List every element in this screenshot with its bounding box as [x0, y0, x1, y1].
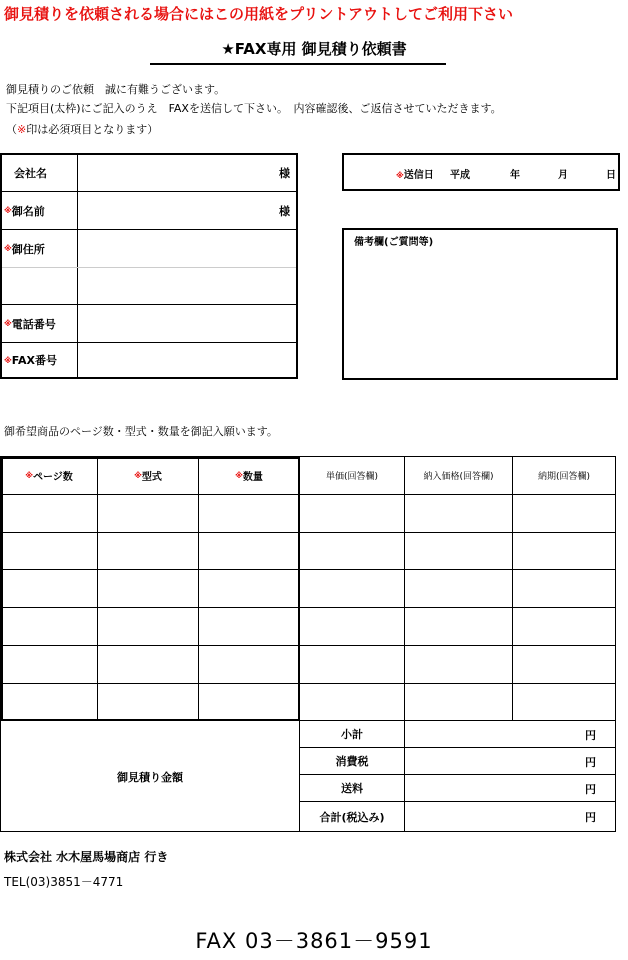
intro-line-2: 下記項目(太枠)にご記入のうえ FAXを送信して下さい。 内容確認後、ご返信させていただきます。 [6, 102, 502, 115]
shipping-label: 送料 [341, 782, 363, 795]
total-taxin-label: 合計(税込み) [319, 811, 385, 824]
send-year: 年 [510, 170, 520, 181]
fax-label: ※ FAX番号 [2, 343, 78, 377]
recipient-fax: FAX 03－3861－9591 [195, 929, 433, 953]
address-label: ※ 御住所 [2, 230, 78, 267]
total-taxin-unit: 円 [585, 811, 596, 824]
header-quantity: ※ 数量 [235, 471, 263, 483]
address-label-blank [2, 268, 78, 304]
intro-line-1: 御見積りのご依頼 誠に有難うございます。 [6, 83, 226, 96]
name-label: ※ 御名前 [2, 192, 78, 229]
header-unit-price: 単価(回答欄) [325, 472, 379, 482]
quote-total-label: 御見積り金額 [117, 770, 183, 784]
notes-box[interactable] [342, 228, 618, 380]
customer-info-box [0, 153, 298, 379]
header-delivery-date: 納期(回答欄) [537, 472, 591, 482]
required-input-area [1, 457, 300, 721]
order-table [0, 456, 616, 832]
send-date-box[interactable] [342, 153, 620, 191]
recipient-company: 株式会社 水木屋馬場商店 行き [4, 850, 169, 864]
address-row-2[interactable] [2, 268, 296, 305]
shipping-unit: 円 [585, 783, 596, 796]
phone-label: ※ 電話番号 [2, 305, 78, 342]
print-notice: 御見積りを依頼される場合にはこの用紙をプリントアウトしてご利用下さい [4, 5, 513, 23]
header-delivery-price: 納入価格(回答欄) [423, 472, 494, 482]
required-mark: ※ [17, 123, 27, 136]
recipient-tel: TEL(03)3851－4771 [4, 875, 124, 889]
company-row[interactable] [2, 155, 296, 192]
name-row[interactable] [2, 192, 296, 230]
company-label: 会社名 [2, 155, 78, 191]
col-divider [512, 457, 513, 721]
send-month: 月 [558, 170, 568, 181]
page-title: ★FAX専用 御見積り依頼書 [221, 40, 407, 58]
notes-label: 備考欄(ご質問等) [354, 237, 434, 248]
tax-label: 消費税 [335, 755, 369, 768]
fax-row[interactable] [2, 343, 296, 377]
send-era: 平成 [450, 170, 470, 181]
send-day: 日 [606, 170, 616, 181]
subtotal-label: 小計 [341, 728, 363, 741]
tax-unit: 円 [585, 756, 596, 769]
phone-row[interactable] [2, 305, 296, 343]
title-underline [150, 63, 446, 65]
header-model: ※ 型式 [134, 471, 162, 483]
subtotal-unit: 円 [585, 729, 596, 742]
address-row-1[interactable] [2, 230, 296, 268]
header-pages: ※ ページ数 [25, 471, 73, 483]
order-section-label: 御希望商品のページ数・型式・数量を御記入願います。 [4, 425, 278, 438]
intro-line-3: （※印は必須項目となります） [6, 123, 159, 136]
company-suffix: 様 [279, 167, 290, 180]
name-suffix: 様 [279, 204, 290, 218]
send-date-label: ※送信日 [396, 170, 434, 181]
